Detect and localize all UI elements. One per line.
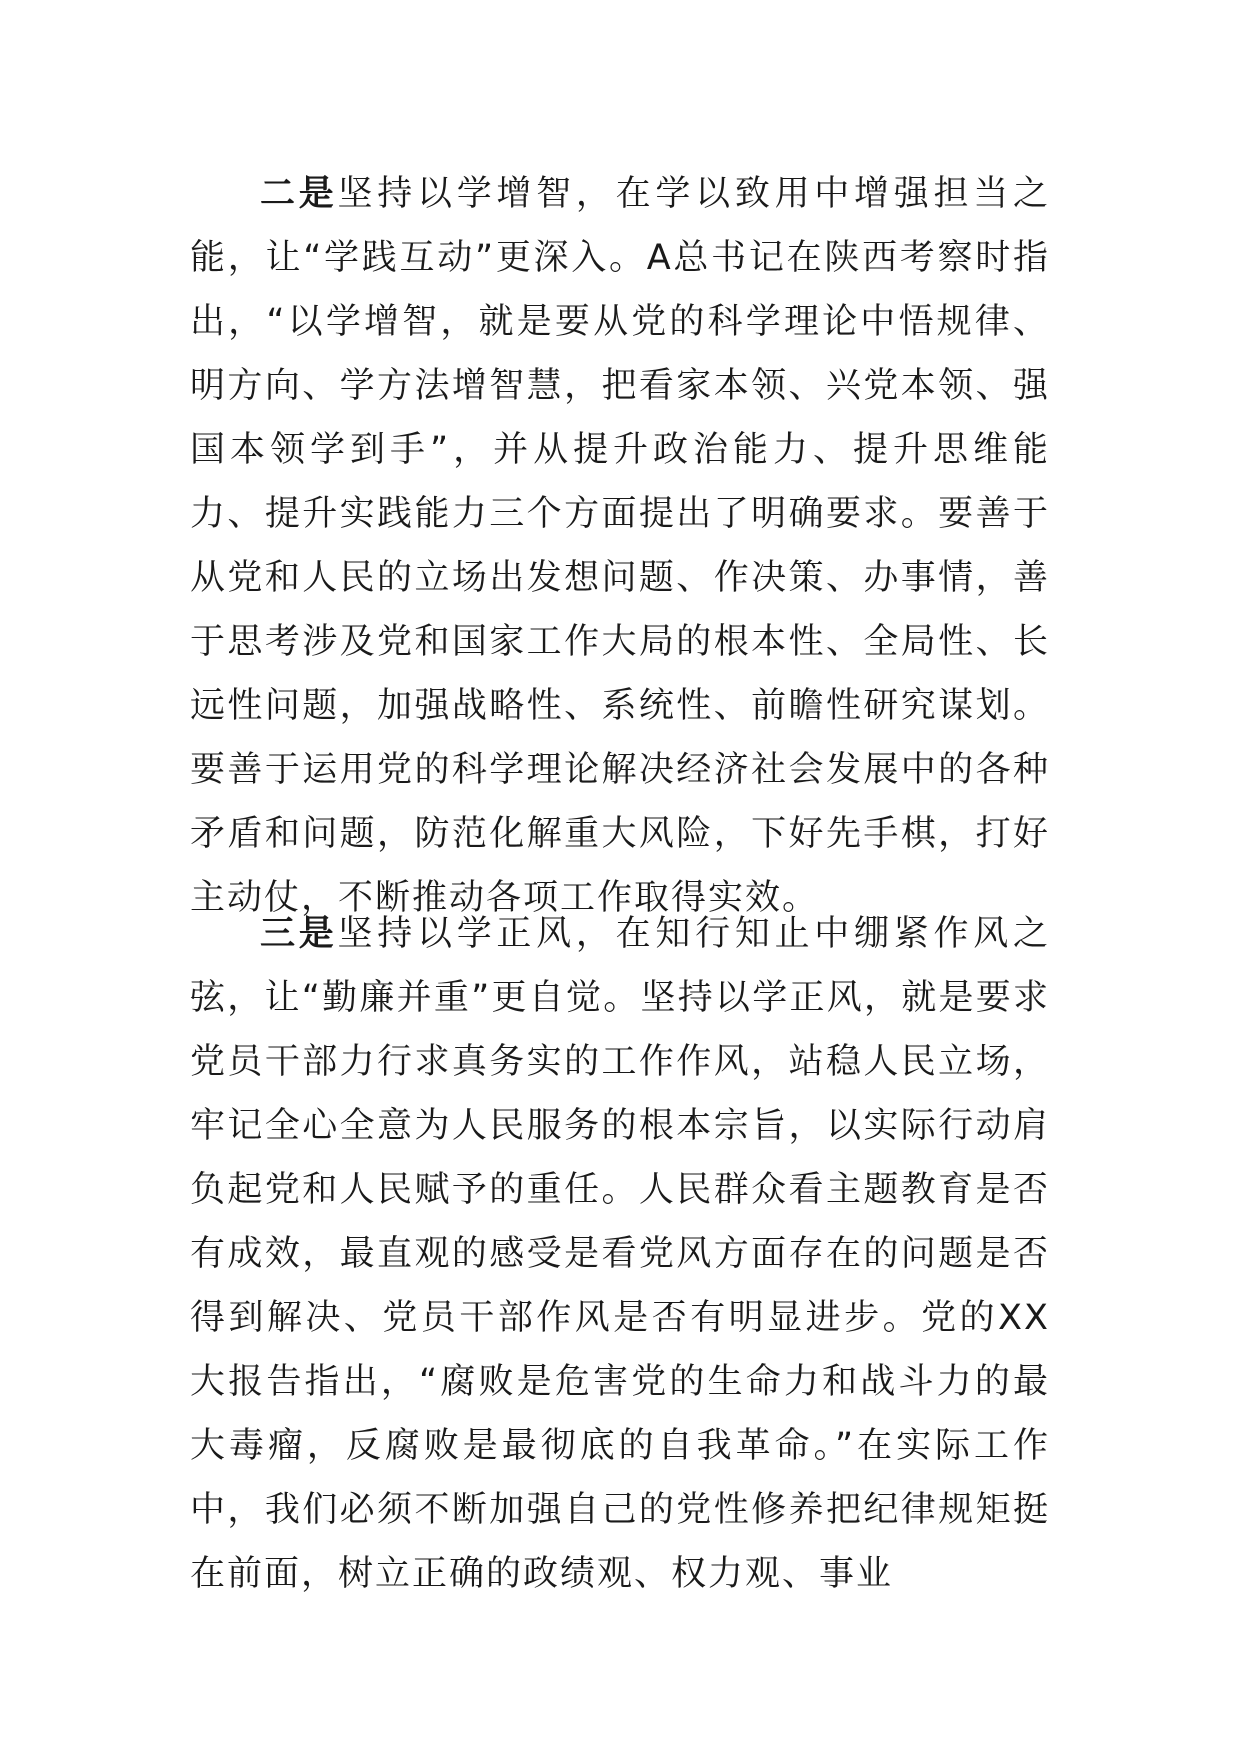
paragraph-text: 坚持以学正风，在知行知止中绷紧作风之弦，让“勤廉并重”更自觉。坚持以学正风，就是要求党员干部力行求真务实的工作作风，站稳人民立场，牢记全心全意为人民服务的根本宗旨，以实际行动肩负起党和人民赋予的重任。人民群众看主题教育是否有成效，最直观的感受是看党风方面存在的问题是否得到解决、党员干部作风是否有明显进步。党的XX大报告指出，“腐败是危害党的生命力和战斗力的最大毒瘤，反腐败是最彻底的自我革命。”在实际工作中，我们必须不断加强自己的党性修养把纪律规矩挺在前面，树立正确的政绩观、权力观、事业 — [190, 914, 1050, 1594]
paragraph-2 — [190, 162, 1050, 930]
paragraph-lead: 二是 — [260, 174, 338, 214]
paragraph-3 — [190, 902, 1050, 1606]
paragraph-text: 坚持以学增智，在学以致用中增强担当之能，让“学践互动”更深入。A总书记在陕西考察时指出，“以学增智，就是要从党的科学理论中悟规律、明方向、学方法增智慧，把看家本领、兴党本领、强国本领学到手”，并从提升政治能力、提升思维能力、提升实践能力三个方面提出了明确要求。要善于从党和人民的立场出发想问题、作决策、办事情，善于思考涉及党和国家工作大局的根本性、全局性、长远性问题，加强战略性、系统性、前瞻性研究谋划。要善于运用党的科学理论解决经济社会发展中的各种矛盾和问题，防范化解重大风险，下好先手棋，打好主动仗，不断推动各项工作取得实效。 — [190, 174, 1050, 918]
paragraph-lead: 三是 — [260, 914, 338, 954]
